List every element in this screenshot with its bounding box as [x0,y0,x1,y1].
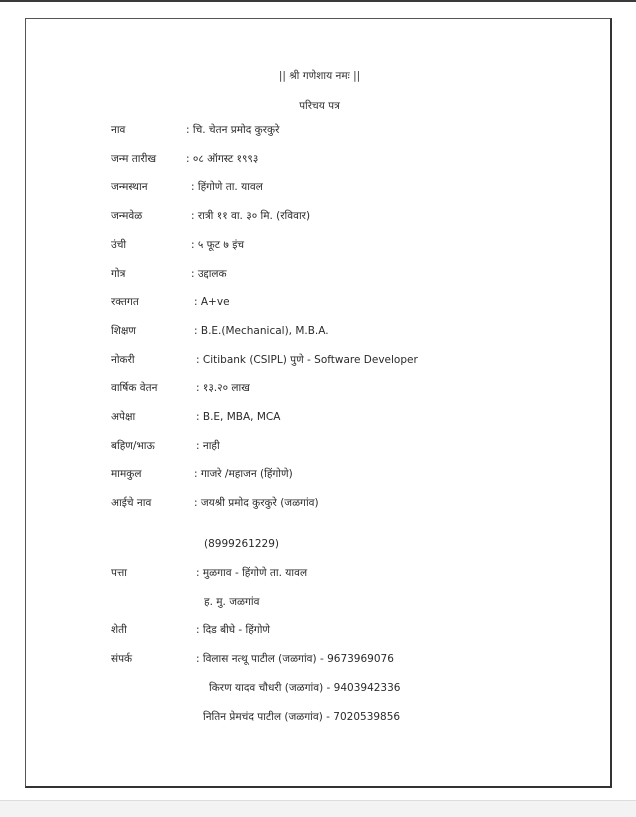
field-label: आईचे नाव [111,497,152,510]
field-label: मामकुल [111,468,142,481]
field-label: शिक्षण [111,324,136,337]
field-row [26,237,613,253]
farm-value: : दिड बीघे - हिंगोणे [196,624,271,636]
field-row [26,352,613,368]
field-row [26,495,613,511]
contact-label: संपर्क [111,653,133,665]
contact-line: : विलास नत्थू पाटील (जळगांव) - 9673969076 [196,653,394,665]
address-label: पत्ता [111,567,127,579]
page-title: परिचय पत्र [299,100,340,112]
contact-row [26,651,613,667]
field-value: : A+ve [194,296,230,309]
field-label: नाव [111,124,126,136]
field-value: : हिंगोणे ता. यावल [191,181,263,194]
field-row [26,179,613,195]
top-border [0,0,636,2]
field-value: : गाजरे /महाजन (हिंगोणे) [194,468,293,481]
field-label: बहिण/भाऊ [111,439,155,452]
farm-label: शेती [111,624,127,636]
farm-row [26,622,613,638]
field-row [26,380,613,396]
field-value: : चि. चेतन प्रमोद कुरकुरे [186,124,280,136]
field-label: रक्तगत [111,296,139,309]
field-label: अपेक्षा [111,411,136,423]
field-label: उंची [111,238,127,251]
field-row [26,466,613,482]
field-label: वार्षिक वेतन [111,382,158,395]
field-row [26,323,613,339]
field-value: : B.E, MBA, MCA [196,411,281,423]
contact-row-2 [26,680,613,696]
field-value: : ५ फूट ७ इंच [191,238,245,251]
field-label: जन्म तारीख [111,152,157,165]
field-row [26,122,613,138]
address-row [26,565,613,581]
invocation-heading: || श्री गणेशाय नमः || [278,70,361,82]
field-row [26,438,613,454]
field-row [26,266,613,282]
address-line2: ह. मु. जळगांव [204,596,260,608]
field-row [26,151,613,167]
address-row-2 [26,594,613,610]
field-value: : ०८ ऑगस्ट १९९३ [186,152,259,165]
mother-phone-row [26,536,613,552]
field-label: जन्मस्थान [111,181,148,194]
field-value: : उद्दालक [191,267,227,280]
field-row [26,208,613,224]
field-value: : रात्री ११ वा. ३० मि. (रविवार) [191,210,311,223]
contact-row-3 [26,709,613,725]
field-value: : नाही [196,439,220,452]
field-row [26,409,613,425]
mother-phone: (8999261229) [204,538,279,550]
field-value: : Citibank (CSIPL) पुणे - Software Developer [196,353,418,366]
field-label: नोकरी [111,353,135,366]
field-label: गोत्र [111,267,126,280]
field-value: : १३.२० लाख [196,382,250,395]
field-value: : जयश्री प्रमोद कुरकुरे (जळगांव) [194,497,319,510]
bottom-strip [0,800,636,817]
contact-line: नितिन प्रेमचंद पाटील (जळगांव) - 7020539856 [203,711,401,723]
address-line1: : मुळगाव - हिंगोणे ता. यावल [196,567,308,579]
biodata-page [25,18,612,788]
field-row [26,294,613,310]
field-label: जन्मवेळ [111,210,143,223]
field-value: : B.E.(Mechanical), M.B.A. [194,324,329,337]
contact-line: किरण यादव चौधरी (जळगांव) - 9403942336 [209,682,401,694]
